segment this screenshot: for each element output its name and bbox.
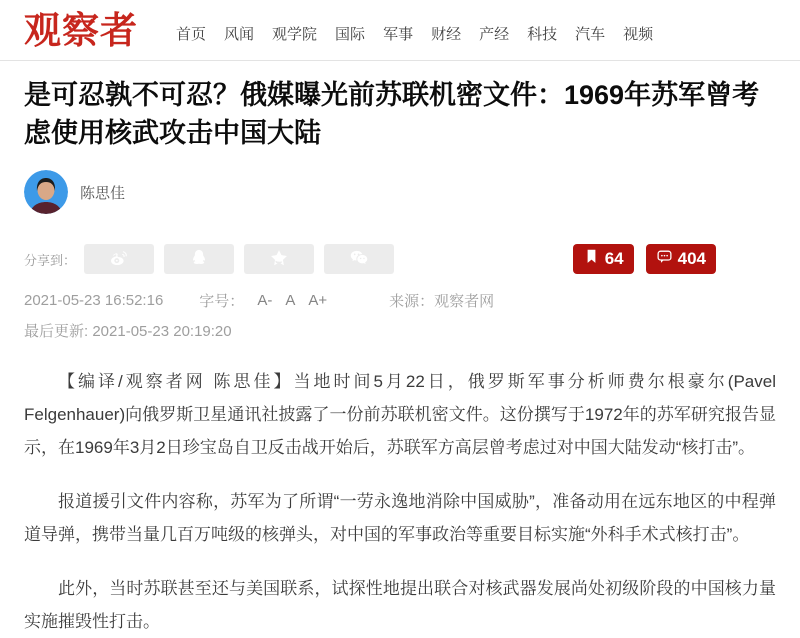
nav-item-military[interactable]: 军事 (383, 25, 414, 43)
meta-row (24, 290, 776, 311)
comment-count: 404 (677, 249, 706, 268)
article-title: 是可忍孰不可忍？俄媒曝光前苏联机密文件：1969年苏军曾考虑使用核武攻击中国大陆 (24, 80, 760, 148)
share-wechat-button[interactable] (324, 244, 394, 274)
weibo-icon (108, 247, 130, 272)
article-source: 来源：观察者网 (389, 293, 495, 310)
fontsize-normal-button[interactable]: A (285, 292, 296, 309)
share-row (24, 244, 776, 274)
site-header (0, 0, 800, 61)
paragraph: 报道援引文件内容称，苏军为了所谓“一劳永逸地消除中国威胁”，准备动用在远东地区的中程弹道导弹，携带当量几百万吨级的核弹头，对中国的军事政治等重要目标实施“外科手术式核打击”。 (24, 492, 776, 544)
nav-item-international[interactable]: 国际 (335, 25, 366, 43)
nav-item-finance[interactable]: 财经 (431, 25, 462, 43)
article-body (24, 365, 776, 638)
share-qq-button[interactable] (164, 244, 234, 274)
last-updated: 最后更新: 2021-05-23 20:19:20 (24, 323, 232, 340)
favorite-badge[interactable] (573, 244, 634, 274)
qzone-star-icon (268, 247, 290, 272)
comment-bubble-icon (656, 248, 678, 270)
stat-badges (561, 244, 716, 274)
nav-item-industry[interactable]: 产经 (479, 25, 510, 43)
author-avatar[interactable] (24, 170, 68, 214)
nav-item-tech[interactable]: 科技 (527, 25, 558, 43)
comment-badge[interactable] (646, 244, 716, 274)
wechat-icon (348, 247, 370, 272)
nav-item-home[interactable]: 首页 (176, 25, 207, 43)
share-weibo-button[interactable] (84, 244, 154, 274)
nav-item-auto[interactable]: 汽车 (575, 25, 606, 43)
site-logo[interactable]: 观察者 (24, 9, 138, 51)
bookmark-icon (583, 248, 605, 270)
nav-item-video[interactable]: 视频 (623, 25, 654, 43)
publish-time: 2021-05-23 16:52:16 (24, 292, 164, 309)
paragraph: 此外，当时苏联甚至还与美国联系，试探性地提出联合对核武器发展尚处初级阶段的中国核力量实施摧毁性打击。 (24, 579, 776, 631)
paragraph: 【编译/观察者网 陈思佳】当地时间5月22日，俄罗斯军事分析师费尔根豪尔(Pavel Felgenhauer)向俄罗斯卫星通讯社披露了一份前苏联机密文件。这份撰写于1972年的苏军研究报告显示，在1969年3月2日珍宝岛自卫反击战开始后，苏联军方高层曾考虑过对中国大陆发动“核打击”。 (24, 372, 776, 457)
nav-item-academy[interactable]: 观学院 (272, 25, 318, 43)
avatar-photo (24, 170, 68, 214)
qq-icon (188, 247, 210, 272)
fontsize-decrease-button[interactable]: A- (257, 292, 273, 309)
main-nav (158, 23, 653, 44)
favorite-count: 64 (604, 249, 624, 268)
article-content (0, 76, 800, 638)
share-label: 分享到： (24, 252, 77, 268)
nav-item-fengwen[interactable]: 风闻 (224, 25, 255, 43)
fontsize-label: 字号： (199, 293, 245, 310)
share-qzone-button[interactable] (244, 244, 314, 274)
author-row (24, 170, 776, 214)
fontsize-increase-button[interactable]: A+ (308, 292, 328, 309)
author-name[interactable]: 陈思佳 (80, 184, 126, 202)
fontsize-controls (199, 290, 327, 311)
